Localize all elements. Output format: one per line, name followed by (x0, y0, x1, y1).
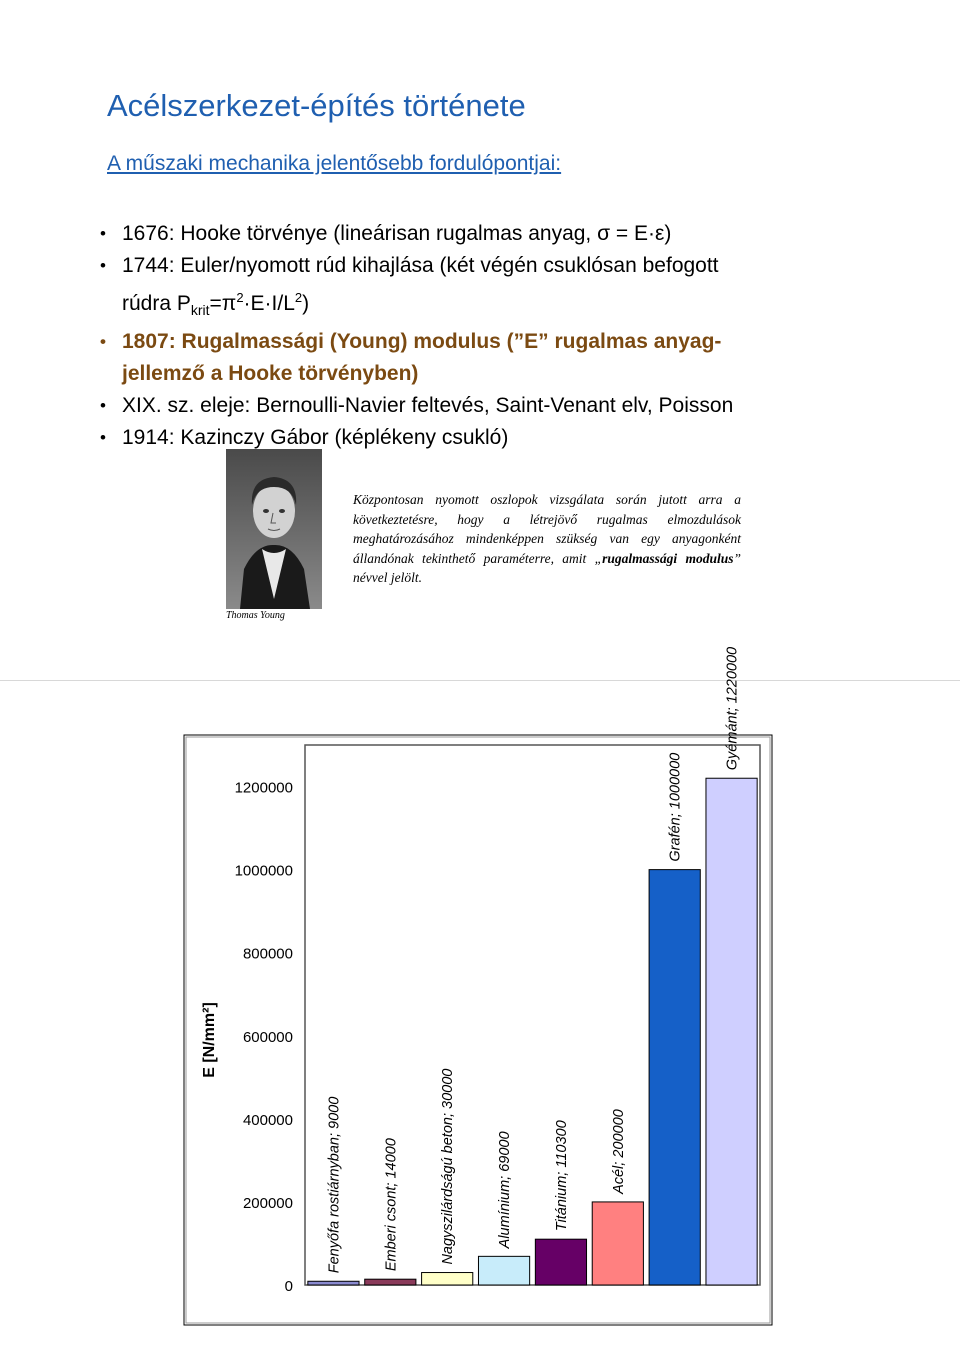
bar (365, 1279, 416, 1285)
bullet-item (100, 390, 860, 422)
data-label: Gyémánt; 1220000 (724, 646, 741, 771)
bar (478, 1256, 529, 1285)
formula-text: =π (209, 292, 237, 315)
quote-text-part: ” névvel jelölt. (353, 550, 742, 585)
youngs-modulus-chart (0, 646, 960, 1330)
thomas-young-portrait (226, 449, 322, 609)
formula-text: ·E·I/L (243, 292, 295, 315)
data-label: Acél; 200000 (610, 1109, 627, 1194)
bullet-continuation (100, 282, 860, 326)
bullet-dot-icon: • (100, 332, 106, 352)
bullet-item (100, 250, 860, 282)
data-label: Alumínium; 69000 (497, 1131, 514, 1249)
bar (706, 778, 757, 1285)
bullet-list (100, 218, 860, 454)
bullet-text: 1676: Hooke törvénye (lineárisan rugalmas anyag, σ = E·ε) (122, 222, 672, 245)
data-label: Grafén; 1000000 (667, 752, 684, 862)
slide-divider (0, 680, 960, 681)
quote-bold-term: rugalmassági modulus (602, 550, 734, 566)
bullet-item (100, 422, 860, 454)
formula-text: ) (302, 292, 310, 315)
data-label: Titánium; 110300 (553, 1120, 570, 1232)
quote-text (353, 490, 741, 588)
bullet-text: 1744: Euler/nyomott rúd kihajlása (két végén csuklósan befogott (122, 254, 719, 277)
bar (535, 1239, 586, 1285)
y-tick-label: 1000000 (234, 862, 293, 880)
y-tick-label: 0 (284, 1278, 293, 1295)
bar (592, 1202, 643, 1285)
bullet-dot-icon: • (100, 256, 106, 275)
y-tick-label: 600000 (242, 1028, 293, 1046)
formula-superscript: 2 (294, 290, 303, 305)
bullet-text: jellemző a Hooke törvényben) (122, 362, 419, 386)
bullet-dot-icon: • (100, 396, 106, 416)
slide-top (0, 0, 960, 680)
portrait-caption: Thomas Young (226, 610, 285, 621)
bar (649, 870, 700, 1285)
formula-text: rúdra P (122, 292, 191, 315)
y-tick-label: 400000 (242, 1111, 293, 1129)
page-subtitle: A műszaki mechanika jelentősebb fordulópontjai: (107, 152, 562, 175)
bullet-text: 1914: Kazinczy Gábor (képlékeny csukló) (122, 426, 509, 450)
bullet-text: 1807: Rugalmassági (Young) modulus (”E” rugalmas anyag- (122, 330, 722, 354)
bullet-continuation (100, 358, 860, 390)
formula-superscript: 2 (236, 290, 244, 305)
bar (422, 1273, 473, 1285)
bullet-dot-icon: • (100, 428, 106, 448)
data-label: Nagyszilárdságú beton; 30000 (440, 1068, 457, 1265)
bar (308, 1281, 359, 1285)
y-tick-label: 1200000 (234, 779, 293, 797)
page-title: Acélszerkezet-építés története (107, 88, 526, 123)
bullet-dot-icon: • (100, 224, 106, 243)
quote-text-part: Központosan nyomott oszlopok vizsgálata során jutott arra a következtetésre, hogy a létrejövő rugalmas elmozdulások meghatározásához mindenképpen szükség van egy anyagonként állandónak tekinthető paraméterre, amit „ (353, 492, 741, 566)
y-tick-label: 200000 (242, 1194, 293, 1212)
data-label: Fenyőfa rostiárnyban; 9000 (326, 1096, 343, 1274)
y-tick-label: 800000 (242, 945, 293, 963)
bullet-text: XIX. sz. eleje: Bernoulli-Navier feltevés, Saint-Venant elv, Poisson (122, 394, 734, 418)
y-axis-label: E [N/mm²] (201, 1002, 218, 1078)
data-label: Emberi csont; 14000 (383, 1138, 400, 1272)
bullet-item-highlight (100, 326, 860, 358)
bullet-item (100, 218, 860, 250)
formula-subscript: krit (190, 302, 210, 319)
